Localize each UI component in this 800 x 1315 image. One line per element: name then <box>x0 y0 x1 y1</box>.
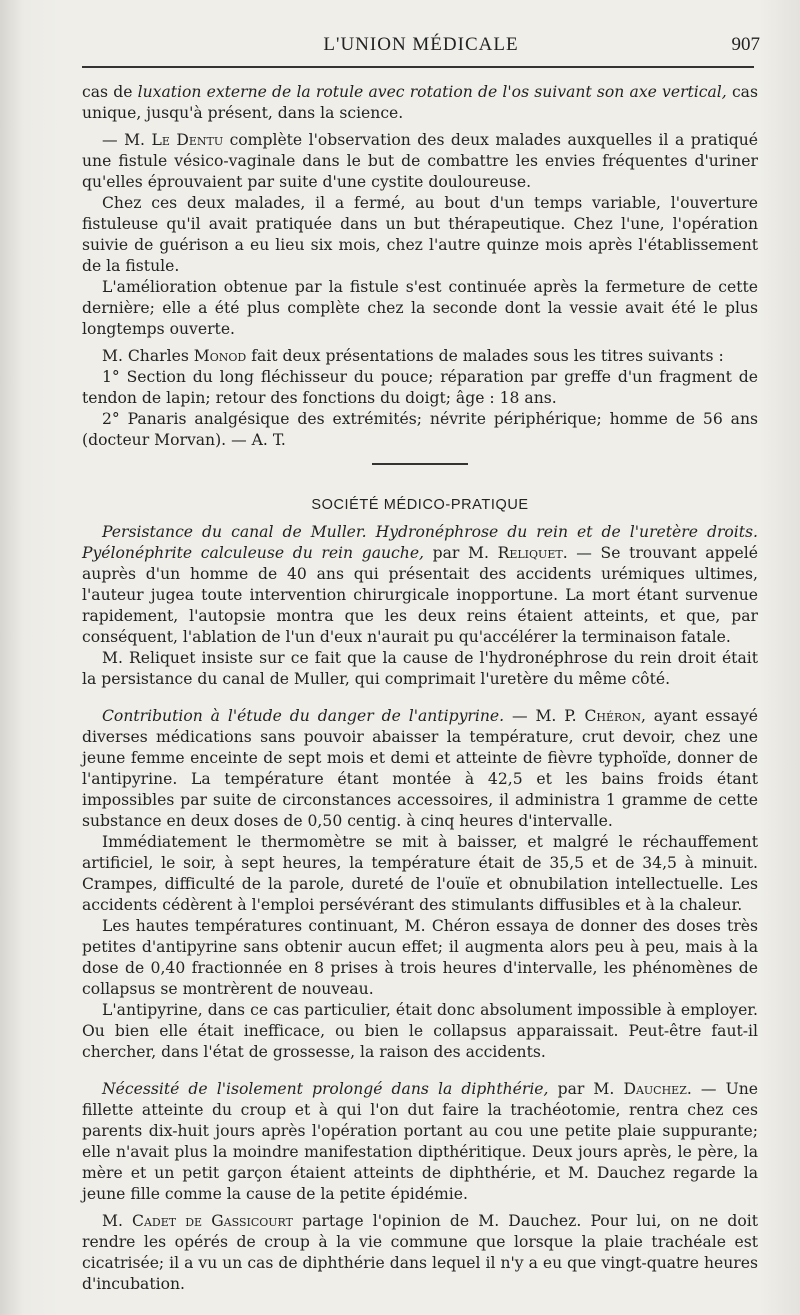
page-header <box>82 34 760 64</box>
paragraph-luxation <box>82 82 758 124</box>
author-name: Monod <box>193 347 247 365</box>
paragraph-dauchez <box>82 1079 758 1205</box>
paragraph-le-dentu <box>82 130 758 193</box>
text-run: fait deux présentations de malades sous les titres suivants : <box>246 347 724 365</box>
italic-title: luxation externe de la rotule avec rotation de l'os suivant son axe vertical, <box>137 83 727 101</box>
italic-title: Persistance du canal de Muller. Hydronéphrose du rein et de l'uretère droits. Pyélonéphrite calculeuse du rein gauche, <box>82 523 758 562</box>
running-title: L'UNION MÉDICALE <box>323 34 519 55</box>
text-run: par M. <box>424 544 498 562</box>
list-item-1: 1° Section du long fléchisseur du pouce; réparation par greffe d'un fragment de tendon de lapin; retour des fonctions du doigt; âge : 18 ans. <box>82 368 758 407</box>
article-body <box>82 82 758 1295</box>
paragraph-cheron <box>82 706 758 832</box>
paragraph-reliquet <box>82 522 758 648</box>
text-run: . — Une fillette atteinte du croup et à qui l'on dut faire la trachéotomie, rentra chez ces parents dix-huit jours après l'opération portant au cou une petite plaie suppurante; elle n'avait plus la moindre manifestation dipthéritique. Deux jours après, le père, la mère et un petit garçon étaient atteints de diphthérie, et M. Dauchez regarde la jeune fille comme la cause de la petite épidémie. <box>82 1080 758 1203</box>
paragraph-reliquet-insiste: M. Reliquet insiste sur ce fait que la cause de l'hydronéphrose du rein droit était la persistance du canal de Muller, qui comprimait l'uretère du même côté. <box>82 649 758 688</box>
paragraph-fistule: Chez ces deux malades, il a fermé, au bout d'un temps variable, l'ouverture fistuleuse qu'il avait pratiquée dans un but thérapeutique. Chez l'une, l'opération suivie de guérison a eu lieu six mois, chez l'autre quinze mois après l'établissement de la fistule. <box>82 194 758 275</box>
text-run: partage l'opinion de M. Dauchez. Pour lui, on ne doit rendre les opérés de croup à la vie commune que lorsque la plaie trachéale est cicatrisée; il a vu un cas de diphthérie dans lequel il n'y a eu que vingt-quatre heures d'incubation. <box>82 1212 758 1293</box>
paragraph-monod <box>82 346 758 367</box>
text-run: — M. P. <box>504 707 585 725</box>
author-name: Reliquet <box>497 544 563 562</box>
author-name: Dauchez <box>623 1080 687 1098</box>
author-name: Le Dentu <box>151 131 224 149</box>
text-run: — M. <box>102 131 152 149</box>
paragraph-thermometre: Immédiatement le thermomètre se mit à baisser, et malgré le réchauffement artificiel, le soir, à sept heures, la température était de 35,5 et de 34,5 à minuit. Crampes, difficulté de la parole, dureté de l'ouïe et obnubilation intellectuelle. Les accidents cédèrent à l'emploi persévérant des stimulants diffusibles et à la chaleur. <box>82 833 758 914</box>
italic-title: Contribution à l'étude du danger de l'antipyrine. <box>102 707 505 725</box>
italic-title: Nécessité de l'isolement prolongé dans la diphthérie, <box>102 1080 549 1098</box>
section-divider <box>372 463 468 465</box>
header-rule <box>82 66 754 68</box>
text-run: M. Charles <box>102 347 194 365</box>
text-run: complète l'observation des deux malades auxquelles il a pratiqué une fistule vésico-vaginale dans le but de combattre les envies fréquentes d'uriner qu'elles éprouvaient par suite d'une cystite douloureuse. <box>82 131 759 191</box>
text-run: cas de <box>82 83 138 101</box>
author-name: Chéron <box>584 707 641 725</box>
text-run: . — Se trouvant appelé auprès d'un homme de 40 ans qui présentait des accidents urémiques ultimes, l'auteur jugea toute intervention chirurgicale inopportune. La mort étant survenue rapidement, l'autopsie montra que les deux reins étaient atteints, et que, par conséquent, l'ablation de l'un d'eux n'aurait pu qu'accélérer la terminaison fatale. <box>82 544 758 646</box>
paragraph-cadet <box>82 1211 758 1295</box>
list-item-2: 2° Panaris analgésique des extrémités; névrite périphérique; homme de 56 ans (docteur Morvan). — A. T. <box>82 410 758 449</box>
section-title: SOCIÉTÉ MÉDICO-PRATIQUE <box>311 497 529 513</box>
paragraph-antipyrine: L'antipyrine, dans ce cas particulier, était donc absolument impossible à employer. Ou bien elle était inefficace, ou bien le collapsus apparaissait. Peut-être faut-il chercher, dans l'état de grossesse, la raison des accidents. <box>82 1001 758 1061</box>
author-name: Cadet de Gassicourt <box>132 1212 293 1230</box>
text-run: , ayant essayé diverses médications sans pouvoir abaisser la température, crut devoir, chez une jeune femme enceinte de sept mois et demi et atteinte de fièvre typhoïde, donner de l'antipyrine. La température étant montée à 42,5 et les bains froids étant impossibles par suite de circonstances accessoires, il administra 1 gramme de cette substance en deux doses de 0,50 centig. à cinq heures d'intervalle. <box>82 707 758 830</box>
paragraph-amelioration: L'amélioration obtenue par la fistule s'est continuée après la fermeture de cette dernière; elle a été plus complète chez la seconde dont la vessie avait été le plus longtemps ouverte. <box>82 278 758 338</box>
text-run: cas unique, jusqu'à présent, dans la science. <box>82 83 758 122</box>
text-run: par M. <box>548 1080 624 1098</box>
page-number: 907 <box>731 34 760 55</box>
paragraph-hautes-temperatures: Les hautes températures continuant, M. Chéron essaya de donner des doses très petites d'antipyrine sans obtenir aucun effet; il augmenta alors peu à peu, mais à la dose de 0,40 fractionnée en 8 prises à trois heures d'intervalle, les phénomènes de collapsus se montrèrent de nouveau. <box>82 917 758 998</box>
text-run: M. <box>102 1212 133 1230</box>
